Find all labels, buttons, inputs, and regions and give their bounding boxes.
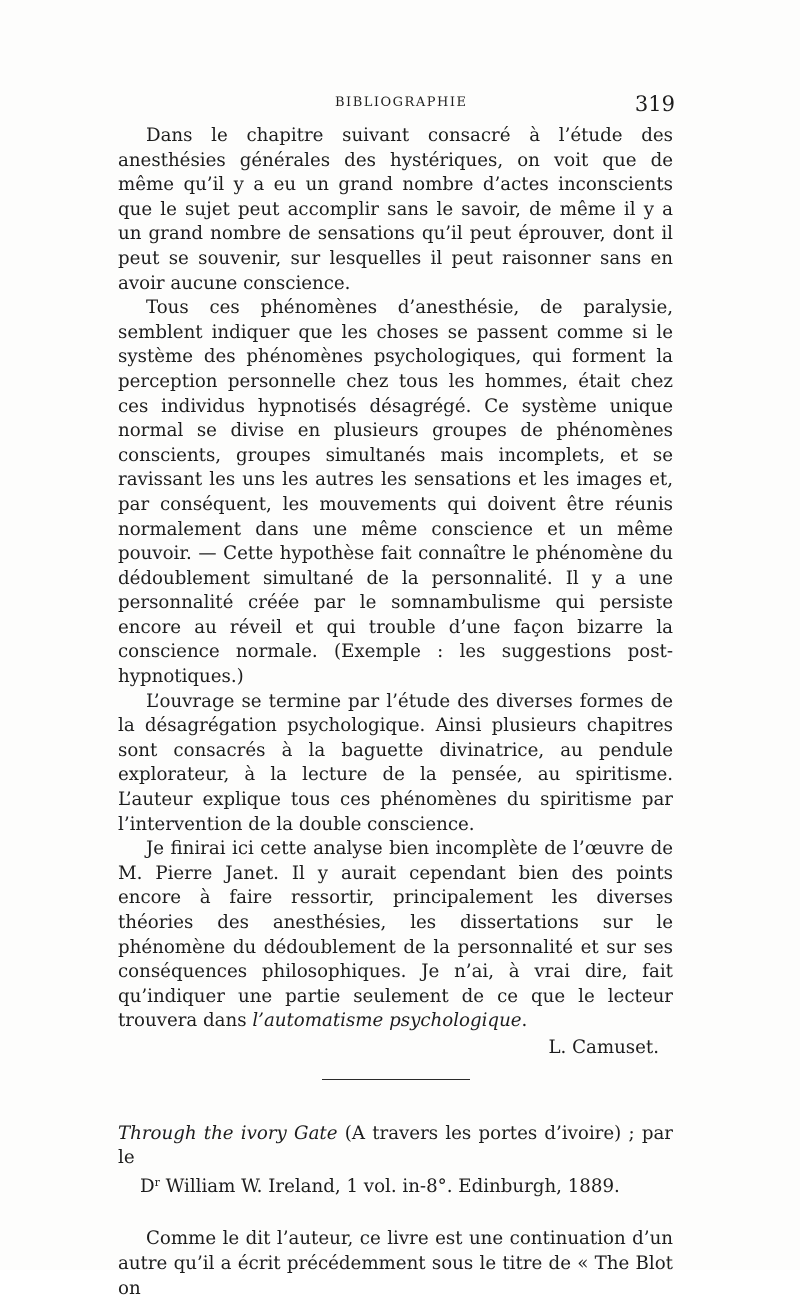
- page-body: [118, 124, 673, 1301]
- section-divider: [322, 1079, 470, 1080]
- paragraph-anesthesies: Dans le chapitre suivant consacré à l’étude des anesthésies générales des hystériques, on voit que de même qu’il y a eu un grand nombre d’actes inconscients que le sujet peut accomplir sans le savoir, de même il y a un grand nombre de sensations qu’il peut éprouver, dont il peut se souvenir, sur lesquelles il peut raisonner sans en avoir aucune conscience.: [118, 125, 673, 294]
- reference-translation: (A travers les portes d’ivoire) ; par le: [118, 1122, 673, 1169]
- conclusion-text: Je finirai ici cette analyse bien incomplète de l’œuvre de M. Pierre Janet. Il y aurait cependant bien des points encore à faire ressortir, principalement les diverses théories des anesthésies, les dissertations sur le phénomène du dédoublement de la personnalité et sur ses conséquences philosophiques. Je n’ai, à vrai dire, fait qu’indiquer une partie seulement de ce que le lecteur trouvera dans: [118, 838, 673, 1032]
- review-ireland: [118, 1227, 673, 1301]
- reference-doctor-sup: r: [154, 1175, 160, 1189]
- running-head: BIBLIOGRAPHIE: [335, 95, 468, 110]
- reference-doctor-abbrev: D: [140, 1175, 155, 1197]
- reference-line-1: [118, 1122, 673, 1171]
- signature: L. Camuset.: [548, 1036, 659, 1058]
- conclusion-period: .: [521, 1010, 528, 1032]
- reference-line-2: [140, 1171, 673, 1200]
- paragraph-review-start: Comme le dit l’auteur, ce livre est une continuation d’un autre qu’il a écrit précédemment sous le titre de « The Blot on: [118, 1228, 673, 1299]
- paragraph-phenomenes: Tous ces phénomènes d’anesthésie, de paralysie, semblent indiquer que les choses se passent comme si le système des phénomènes psychologiques, qui forment la perception personnelle chez tous les hommes, était chez ces individus hypnotisés désagrégé. Ce système unique normal se divise en plusieurs groupes de phénomènes conscients, groupes simultanés mais incomplets, et se ravissant les uns les autres les sensations et les images et, par conséquent, les mouvements qui doivent être réunis normalement dans une même conscience et un même pouvoir. — Cette hypothèse fait connaître le phénomène du dédoublement simultané de la personnalité. Il y a une personnalité créée par le somnambulisme qui persiste encore au réveil et qui trouble d’une façon bizarre la conscience normale. (Exemple : les suggestions post-hypnotiques.): [118, 297, 673, 688]
- paragraph-ouvrage: L’ouvrage se termine par l’étude des diverses formes de la désagrégation psychologique. Ainsi plusieurs chapitres sont consacrés à la baguette divinatrice, au pendule explorateur, à la lecture de la pensée, au spiritisme. L’auteur explique tous ces phénomènes du spiritisme par l’intervention de la double conscience.: [118, 690, 673, 835]
- reference-book-title: Through the ivory Gate: [118, 1122, 338, 1144]
- reference-details: William W. Ireland, 1 vol. in-8°. Edinburgh, 1889.: [159, 1175, 620, 1197]
- review-camuset: [118, 124, 673, 1034]
- paragraph-conclusion: [118, 837, 673, 1034]
- conclusion-book-title: l’automatisme psychologique: [252, 1010, 522, 1032]
- page-header: [115, 92, 675, 120]
- page-number: 319: [634, 92, 675, 116]
